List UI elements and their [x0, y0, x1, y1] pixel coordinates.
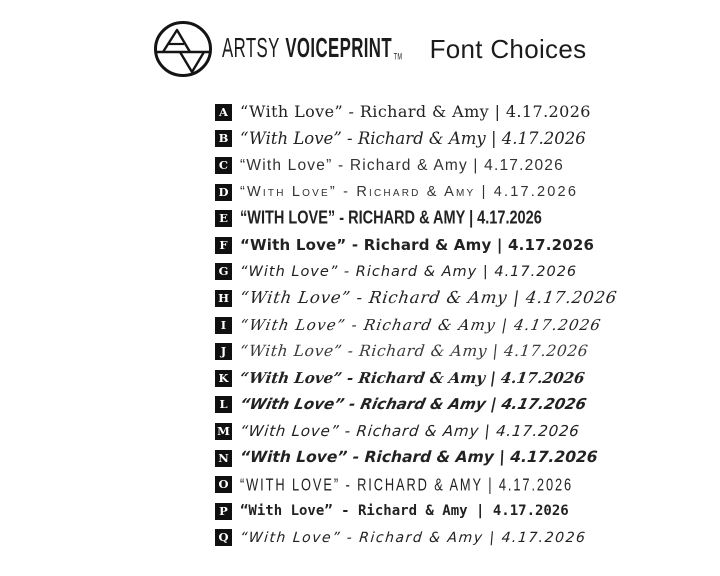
font-row-o [215, 471, 617, 498]
page-title: Font Choices [429, 33, 587, 64]
font-letter-badge: H [215, 290, 232, 307]
font-letter-badge: L [215, 396, 232, 413]
font-letter-badge: J [215, 343, 232, 360]
font-sample-text: “With Love” - Richard & Amy | 4.17.2026 [238, 288, 619, 308]
font-letter-badge: M [215, 423, 232, 440]
font-row-j [215, 338, 617, 365]
font-row-p [215, 498, 617, 525]
font-letter-badge: N [215, 450, 232, 467]
font-sample-text: “With Love” - Richard & Amy | 4.17.2026 [240, 503, 569, 520]
font-sample-text: “With Love” - Richard & Amy | 4.17.2026 [239, 421, 581, 440]
font-letter-badge: F [215, 237, 232, 254]
font-row-b [215, 126, 617, 153]
font-row-k [215, 365, 617, 392]
font-sample-text: “With Love” - Richard & Amy | 4.17.2026 [239, 529, 588, 546]
font-letter-badge: K [215, 370, 232, 387]
font-row-q [215, 525, 617, 552]
font-row-f [215, 232, 617, 259]
font-letter-badge: G [215, 263, 232, 280]
font-row-l [215, 392, 617, 419]
font-sample-text: “With Love” - Richard & Amy | 4.17.2026 [238, 315, 603, 334]
font-letter-badge: D [215, 184, 232, 201]
brand-word-artsy: ARTSY [222, 33, 280, 64]
font-letter-badge: E [215, 210, 232, 227]
font-sample-text: “With Love” - Richard & Amy | 4.17.2026 [240, 102, 591, 122]
font-letter-badge: I [215, 317, 232, 334]
font-sample-text: “With Love” - Richard & Amy | 4.17.2026 [239, 341, 590, 360]
font-letter-badge: B [215, 130, 232, 147]
font-sample-text: “With Love” - Richard & Amy | 4.17.2026 [239, 448, 599, 467]
font-sample-text: “With Love” - Richard & Amy | 4.17.2026 [240, 156, 564, 174]
font-row-n [215, 445, 617, 472]
font-sample-text: “WITH LOVE” - RICHARD & AMY | 4.17.2026 [240, 208, 542, 229]
font-row-h [215, 285, 617, 312]
font-sample-text: “With Love” - Richard & Amy | 4.17.2026 [238, 395, 589, 414]
font-sample-text: “With Love” - Richard & Amy | 4.17.2026 [240, 263, 578, 280]
font-sample-text: “With Love” - Richard & Amy | 4.17.2026 [240, 235, 595, 254]
header [152, 20, 586, 78]
font-letter-badge: O [215, 476, 232, 493]
artsy-voiceprint-logo-icon [152, 20, 214, 78]
font-letter-badge: Q [215, 529, 232, 546]
font-letter-badge: C [215, 157, 232, 174]
brand-name [222, 33, 402, 65]
font-row-g [215, 259, 617, 286]
font-sample-text: “WITH LOVE” - RICHARD & AMY | 4.17.2026 [240, 474, 574, 495]
font-row-d [215, 179, 617, 206]
font-row-i [215, 312, 617, 339]
brand-word-voiceprint: VOICEPRINT [285, 33, 392, 64]
font-letter-badge: A [215, 104, 232, 121]
font-sample-text: “With Love” - Richard & Amy | 4.17.2026 [240, 128, 586, 148]
font-list [215, 99, 617, 551]
font-sample-text: “With Love” - Richard & Amy | 4.17.2026 [240, 183, 579, 200]
font-letter-badge: P [215, 503, 232, 520]
font-row-a [215, 99, 617, 126]
font-row-e [215, 205, 617, 232]
font-sample-text: “With Love” - Richard & Amy | 4.17.2026 [238, 368, 586, 387]
font-row-c [215, 152, 617, 179]
trademark-symbol: TM [393, 52, 403, 63]
font-row-m [215, 418, 617, 445]
